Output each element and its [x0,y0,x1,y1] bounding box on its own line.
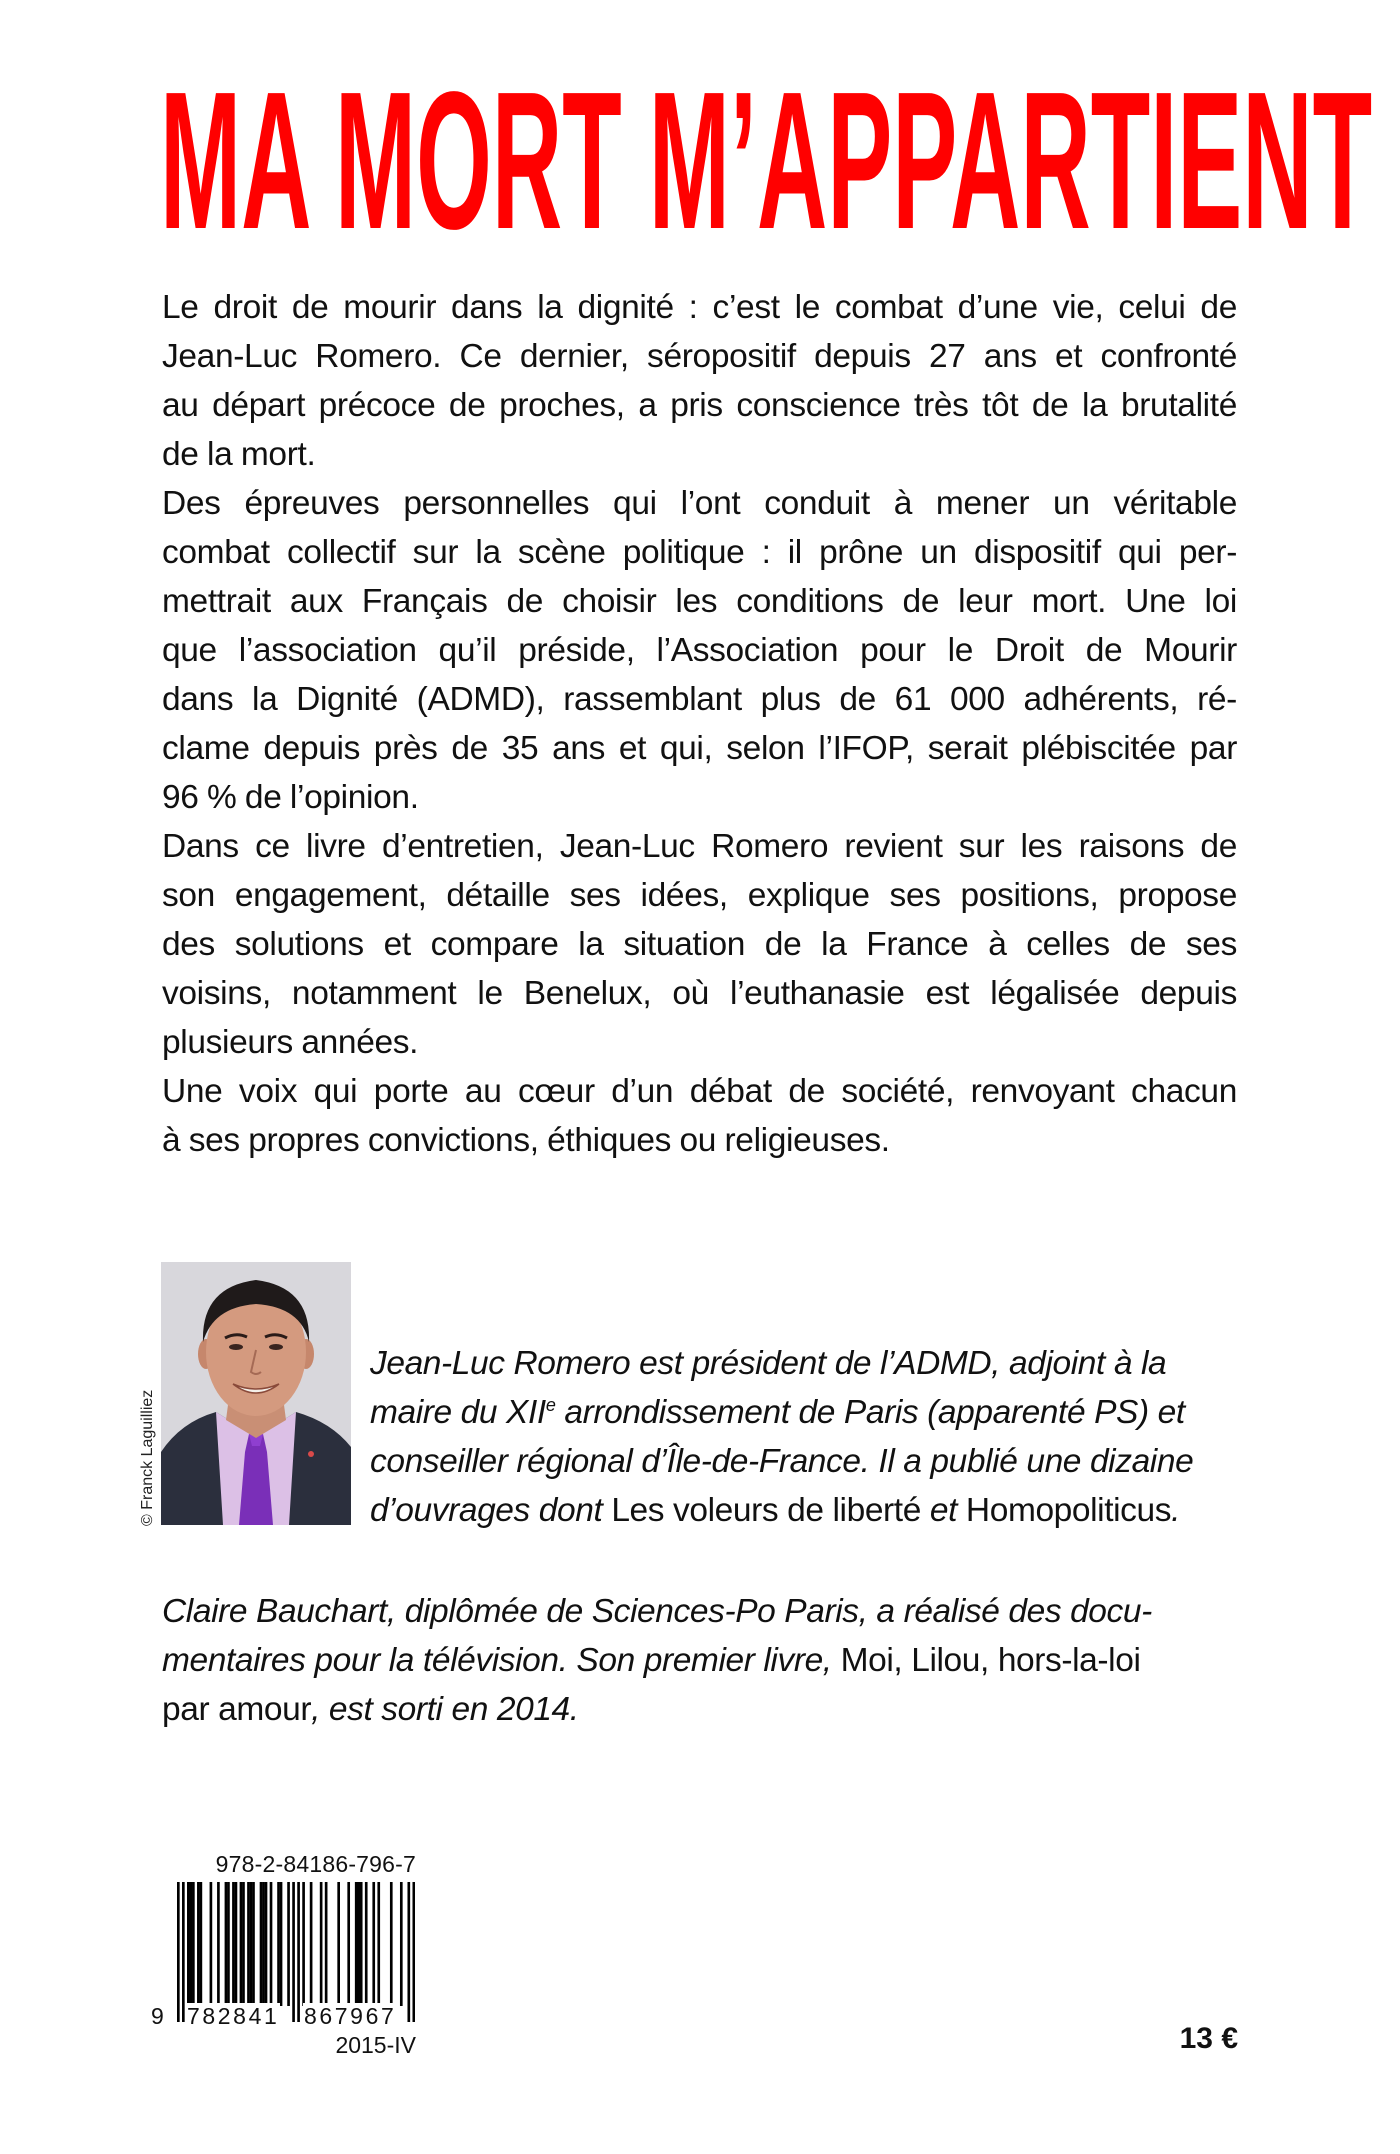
bio-text: et [920,1492,966,1529]
barcode-right-digits: 867967 [304,2003,397,2029]
blurb-line: plusieurs années. [162,1024,419,1061]
bio-text: , est sorti en 2014. [311,1691,579,1728]
photo-credit: © Franck Laguilliez [139,1389,156,1526]
edition-code: 2015-IV [335,2032,416,2058]
superscript: e [545,1395,556,1415]
back-cover-blurb [162,283,1237,1165]
barcode-left-digits: 782841 [187,2003,280,2029]
book-title-text: MA MORT M’APPARTIENT [160,51,1373,270]
isbn-number: 978-2-84186-796-7 [215,1851,416,1877]
blurb-line: Une voix qui porte au cœur d’un débat de société, renvoyant chacun [162,1073,1237,1110]
author-bio-line [370,1486,1237,1535]
barcode-first-digit: 9 [151,2003,164,2029]
book-title-reference: Homopoliticus [965,1492,1172,1529]
book-title-reference: par amour [162,1691,312,1728]
blurb-line: Des épreuves personnelles qui l’ont conduit à mener un véritable [162,485,1237,522]
blurb-line: voisins, notamment le Benelux, où l’euthanasie est légalisée depuis [162,975,1237,1012]
blurb-line: dans la Dignité (ADMD), rassemblant plus de 61 000 adhérents, ré- [162,681,1237,718]
blurb-line: que l’association qu’il préside, l’Association pour le Droit de Mourir [162,632,1237,669]
author-bio-line [370,1339,1237,1388]
blurb-line: des solutions et compare la situation de la France à celles de ses [162,926,1237,963]
bio-text: maire du XII [370,1394,546,1431]
author-bio [370,1339,1237,1535]
author-photo [161,1262,351,1525]
blurb-line: son engagement, détaille ses idées, explique ses positions, propose [162,877,1237,914]
bio-text: arrondissement de Paris (apparenté PS) et [555,1394,1185,1431]
portrait-illustration [161,1262,351,1525]
blurb-line: clame depuis près de 35 ans et qui, selon l’IFOP, serait plébiscitée par [162,730,1237,767]
blurb-line: au départ précoce de proches, a pris conscience très tôt de la brutalité [162,387,1237,424]
coauthor-bio-line [162,1636,1237,1685]
bio-text: . [1171,1492,1181,1529]
blurb-line: de la mort. [162,436,316,473]
book-title [160,40,1373,270]
blurb-line: 96 % de l’opinion. [162,779,419,816]
coauthor-bio-line [162,1587,1237,1636]
bio-text: mentaires pour la télévision. Son premier livre, [162,1642,841,1679]
blurb-line: à ses propres convictions, éthiques ou religieuses. [162,1122,890,1159]
book-title-reference: Les voleurs de liberté [611,1492,921,1529]
blurb-line: Jean-Luc Romero. Ce dernier, séropositif depuis 27 ans et confronté [162,338,1237,375]
book-title-reference: Moi, Lilou, hors-la-loi [840,1642,1141,1679]
author-bio-line [370,1437,1237,1486]
blurb-line: Dans ce livre d’entretien, Jean-Luc Romero revient sur les raisons de [162,828,1237,865]
bio-text: d’ouvrages dont [370,1492,612,1529]
author-bio-line [370,1388,1237,1437]
price: 13 € [1179,2022,1238,2055]
blurb-line: Le droit de mourir dans la dignité : c’est le combat d’une vie, celui de [162,289,1237,326]
coauthor-bio-line [162,1685,1237,1734]
blurb-line: mettrait aux Français de choisir les conditions de leur mort. Une loi [162,583,1237,620]
blurb-line: combat collectif sur la scène politique : il prône un dispositif qui per- [162,534,1237,571]
bio-text: Claire Bauchart, diplômée de Sciences-Po Paris, a réalisé des docu- [162,1593,1152,1630]
bio-text: Jean-Luc Romero est président de l’ADMD, adjoint à la [370,1345,1167,1382]
bio-text: conseiller régional d’Île-de-France. Il a publié une dizaine [370,1443,1194,1480]
coauthor-bio [162,1587,1237,1734]
